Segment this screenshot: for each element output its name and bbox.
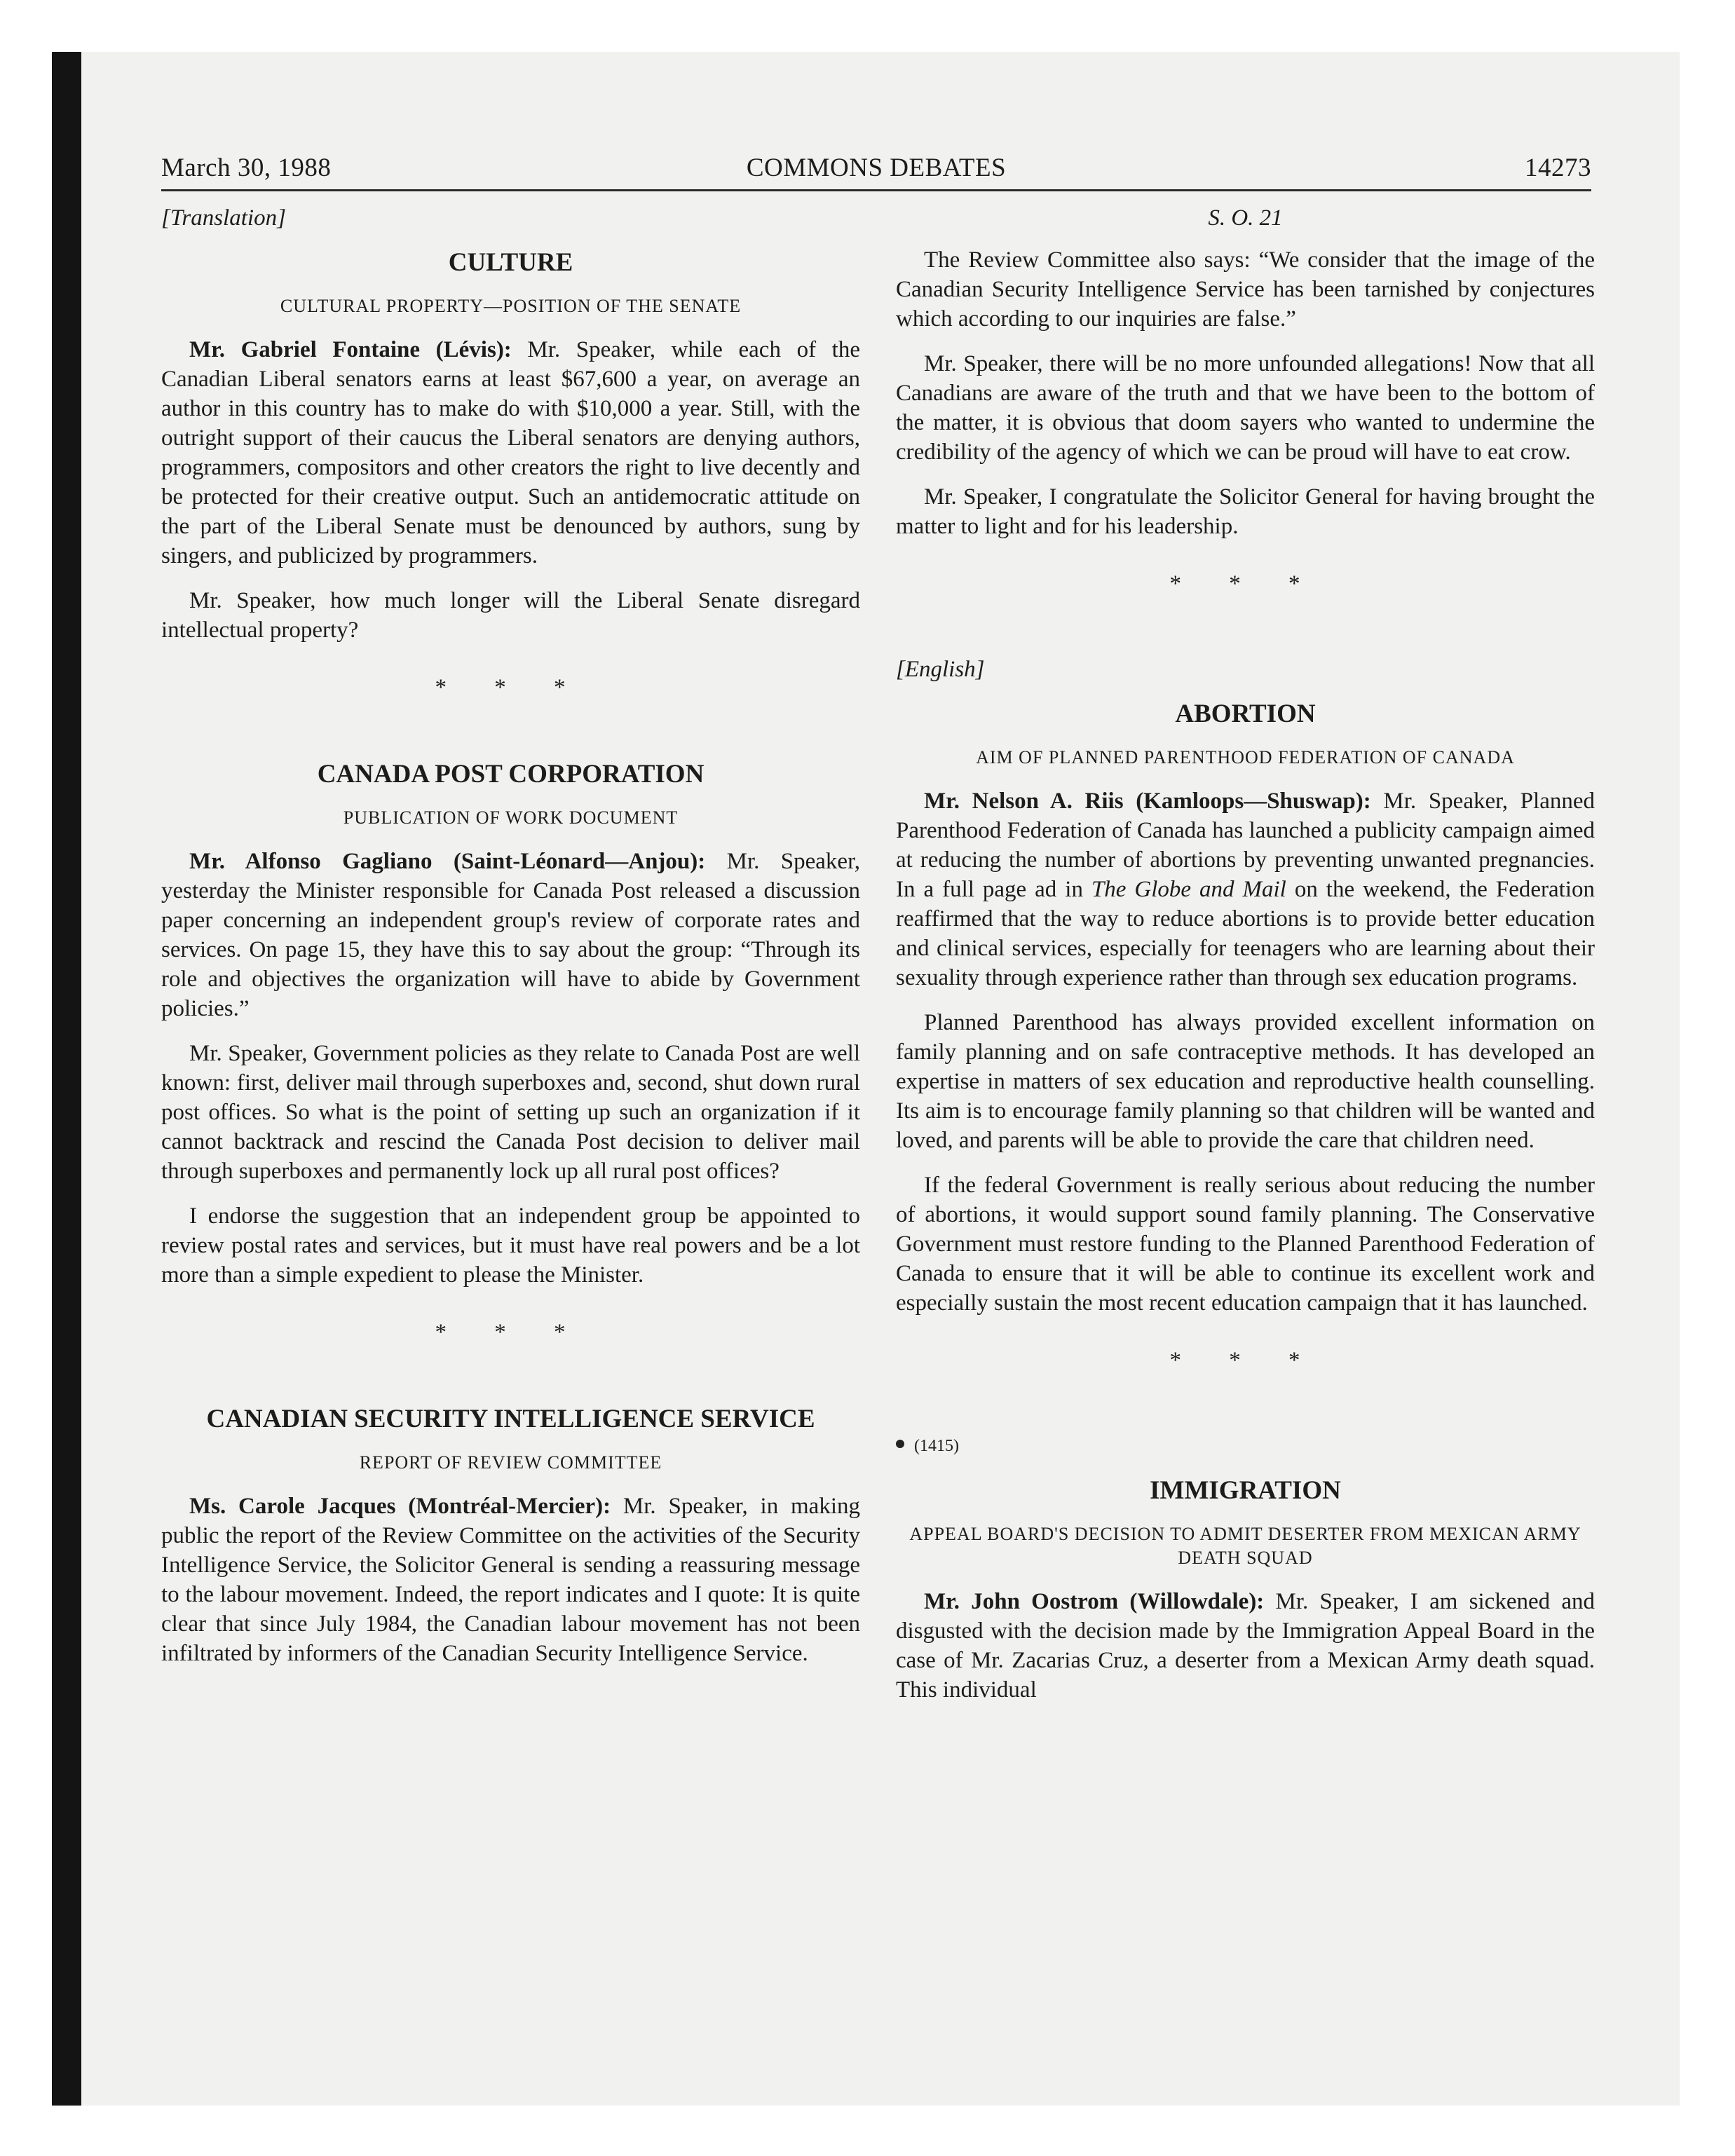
standing-order-label: S. O. 21 [1208,205,1283,231]
statement-paragraph: I endorse the suggestion that an independent group be appointed to review postal rates and services, but it must have real powers and be a lot more than a simple expedient to please the Minister. [161,1203,860,1288]
speaker-name: Mr. John Oostrom (Willowdale): [924,1589,1265,1614]
speaker-name: Ms. Carole Jacques (Montréal-Mercier): [189,1494,611,1519]
section-title-canada-post: CANADA POST CORPORATION [317,760,705,789]
left-column [161,203,860,1684]
section-separator: * * * [1169,571,1321,596]
section-separator: * * * [435,1320,587,1345]
section-title-abortion: ABORTION [1175,700,1316,728]
statement-paragraph: Mr. Gabriel Fontaine (Lévis): Mr. Speaker, while each of the Canadian Liberal senators earns at least $67,600 a year, on average an author in this country has to make do with $10,000 a year. Still, with the outright support of their caucus the Liberal senators are denying authors, programmers, compositors and other creators the right to live decently and be protected for their creative output. Such an antidemocratic attitude on the part of the Liberal Senate must be denounced by authors, sung by singers, and publicized by programmers. [161,337,860,568]
speaker-name: Mr. Nelson A. Riis (Kamloops—Shuswap): [924,789,1371,814]
newspaper-title: The Globe and Mail [1091,877,1286,902]
section-title-culture: CULTURE [448,248,573,277]
header-date: March 30, 1988 [161,153,332,182]
section-separator: * * * [435,675,587,700]
right-column [896,203,1595,1720]
statement-paragraph: Mr. Alfonso Gagliano (Saint-Léonard—Anjou): Mr. Speaker, yesterday the Minister responsible for Canada Post released a discussion paper concerning an independent group's review of corporate rates and services. On page 15, they have this to say about the group: “Through its role and objectives the organization will have to abide by Government policies.” [161,849,860,1021]
statement-paragraph: Mr. John Oostrom (Willowdale): Mr. Speaker, I am sickened and disgusted with the decision made by the Immigration Appeal Board in the case of Mr. Zacarias Cruz, a deserter from a Mexican Army death squad. This individual [896,1589,1595,1703]
speaker-name: Mr. Alfonso Gagliano (Saint-Léonard—Anjou): [189,849,706,874]
section-subtitle: PUBLICATION OF WORK DOCUMENT [343,807,679,828]
page-number: 14273 [1525,153,1591,182]
statement-paragraph: Mr. Speaker, Government policies as they relate to Canada Post are well known: first, deliver mail through superboxes and, second, shut down rural post offices. So what is the point of setting up such an organization if it cannot backtrack and rescind the Canada Post decision to deliver mail through superboxes and permanently lock up all rural post offices? [161,1041,860,1184]
section-subtitle: AIM OF PLANNED PARENTHOOD FEDERATION OF CANADA [976,747,1515,767]
statement-paragraph: Mr. Speaker, how much longer will the Liberal Senate disregard intellectual property? [161,588,860,643]
statement-paragraph: Ms. Carole Jacques (Montréal-Mercier): Mr. Speaker, in making public the report of the Review Committee on the activities of the Security Intelligence Service, the Solicitor General is sending a reassuring message to the labour movement. Indeed, the report indicates and I quote: It is quite clear that since July 1984, the Canadian labour movement has not been infiltrated by informers of the Canadian Security Intelligence Service. [161,1494,860,1666]
timestamp: (1415) [896,1431,1595,1461]
language-note: [Translation] [161,205,286,231]
binding-edge [52,52,81,2106]
statement-paragraph: Mr. Speaker, there will be no more unfounded allegations! Now that all Canadians are aware of the truth and that we have been to the bottom of the matter, it is obvious that doom sayers who wanted to undermine the credibility of the agency of which we can be proud will have to eat crow. [896,351,1595,465]
running-header [161,151,1591,191]
statement-paragraph: Mr. Speaker, I congratulate the Solicitor General for having brought the matter to light and for his leadership. [896,484,1595,539]
statement-paragraph: Mr. Nelson A. Riis (Kamloops—Shuswap): Mr. Speaker, Planned Parenthood Federation of Canada has launched a publicity campaign aimed at reducing the number of abortions by preventing unwanted pregnancies. In a full page ad in The Globe and Mail on the weekend, the Federation reaffirmed that the way to reduce abortions is to provide better education and clinical services, especially for teenagers who are learning about their sexuality through experience rather than through sex education programs. [896,789,1595,990]
section-title-csis: CANADIAN SECURITY INTELLIGENCE SERVICE [206,1405,815,1433]
section-subtitle: APPEAL BOARD'S DECISION TO ADMIT DESERTER FROM MEXICAN ARMY DEATH SQUAD [909,1524,1581,1568]
statement-paragraph: Planned Parenthood has always provided excellent information on family planning and on safe contraceptive methods. It has developed an expertise in matters of sex education and reproductive health counselling. Its aim is to encourage family planning so that children will be wanted and loved, and parents will be able to provide the care that children need. [896,1010,1595,1153]
bullet-icon [896,1440,904,1448]
speaker-name: Mr. Gabriel Fontaine (Lévis): [189,337,512,362]
section-subtitle: REPORT OF REVIEW COMMITTEE [359,1452,662,1473]
statement-paragraph: If the federal Government is really serious about reducing the number of abortions, it would support sound family planning. The Conservative Government must restore funding to the Planned Parenthood Federation of Canada to ensure that it will be able to continue its excellent work and especially sustain the most recent education campaign that it has launched. [896,1173,1595,1316]
section-separator: * * * [1169,1348,1321,1373]
header-title: COMMONS DEBATES [746,153,1007,182]
language-note: [English] [896,657,985,682]
statement-paragraph: The Review Committee also says: “We consider that the image of the Canadian Security Intelligence Service has been tarnished by conjectures which according to our inquiries are false.” [896,247,1595,332]
section-subtitle: CULTURAL PROPERTY—POSITION OF THE SENATE [280,296,742,316]
section-title-immigration: IMMIGRATION [1150,1476,1341,1505]
